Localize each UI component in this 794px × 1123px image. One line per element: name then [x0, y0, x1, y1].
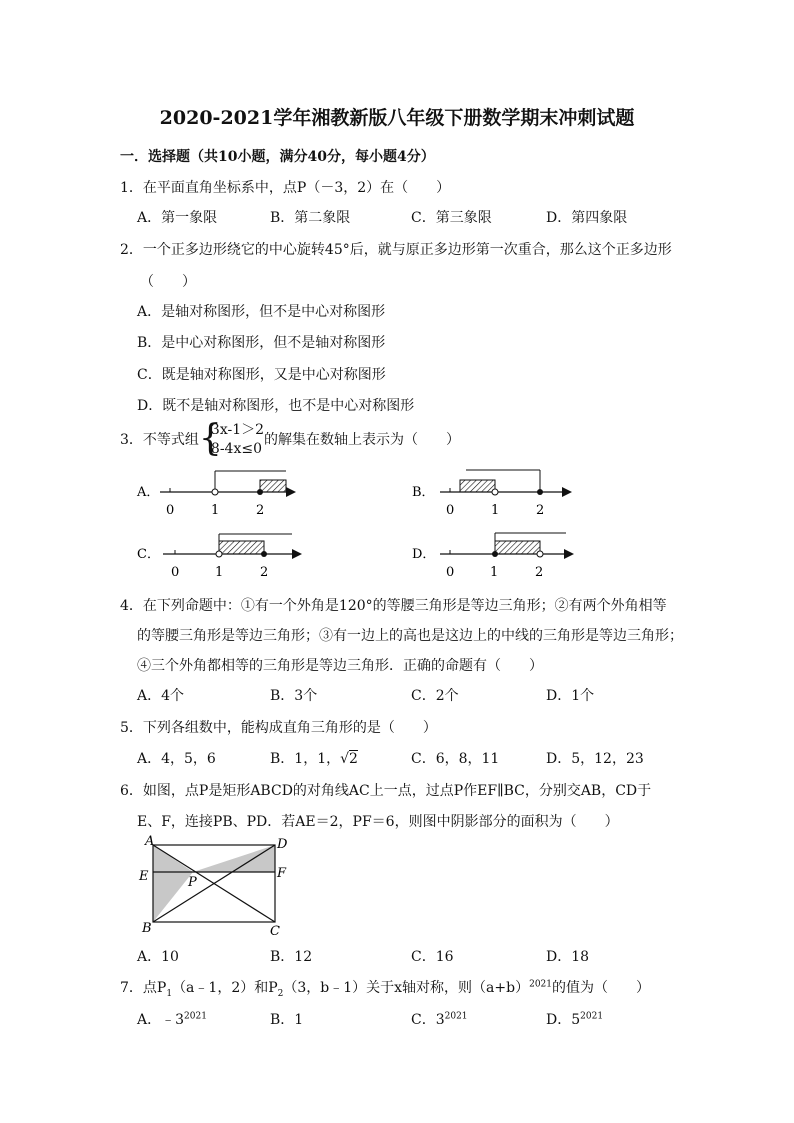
q2-stem-line1: 2．一个正多边形绕它的中心旋转45°后，就与原正多边形第一次重合，那么这个正多边形 [120, 242, 672, 258]
q5-option-c[interactable]: C．6，8，11 [411, 751, 500, 767]
q6-label-p: P [188, 875, 197, 890]
q3-option-b-graph[interactable] [412, 470, 572, 518]
q3-option-d-label: D． [412, 547, 436, 562]
q7-stem [120, 977, 650, 999]
q6-shaded-triangle-right [193, 845, 275, 872]
q3-option-a-label: A． [137, 485, 160, 500]
q4-option-a[interactable]: A．4个 [137, 688, 185, 704]
q6-line2: E、F，连接PB、PD．若AE＝2，PF＝6，则图中阴影部分的面积为（ ） [137, 814, 619, 830]
q4-option-c[interactable]: C．2个 [411, 688, 459, 704]
q5-option-a[interactable]: A．4，5，6 [137, 751, 216, 767]
q7-exponent: 2021 [529, 979, 553, 990]
q2-option-d[interactable]: D．既不是轴对称图形，也不是中心对称图形 [137, 398, 415, 414]
q1-option-c[interactable]: C．第三象限 [411, 210, 492, 226]
page-title: 2020-2021学年湘教新版八年级下册数学期末冲刺试题 [159, 107, 635, 129]
q3-b-tick-2: 2 [536, 503, 545, 518]
q7-option-d[interactable] [546, 1009, 603, 1029]
q7-option-d-base: D．5 [546, 1012, 581, 1028]
q3-a-tick-1: 1 [211, 503, 220, 518]
q3-d-tick-0: 0 [446, 565, 455, 580]
q5-option-b-radicand: 2 [349, 751, 358, 767]
q6-option-a[interactable]: A．10 [137, 949, 179, 965]
q7-stem-d: 的值为（ ） [552, 980, 651, 996]
q5-option-b-text: B．1，1， [270, 751, 341, 767]
q6-option-b[interactable]: B．12 [270, 949, 313, 965]
q6-option-c[interactable]: C．16 [411, 949, 454, 965]
q4-line2: 的等腰三角形是等边三角形；③有一边上的高也是这边上的中线的三角形是等边三角形； [137, 628, 683, 644]
q3-option-c-label: C． [137, 547, 160, 562]
q3-ineq-2: 8-4x≤0 [210, 441, 262, 457]
q2-stem-line2: （ ） [140, 274, 196, 290]
q7-stem-a: 7．点P [120, 980, 167, 996]
q7-option-a[interactable] [137, 1009, 207, 1029]
q3-ineq-1: 3x-1＞2 [210, 422, 265, 438]
q7-option-c[interactable] [411, 1009, 468, 1029]
q7-option-c-exp: 2021 [444, 1011, 468, 1022]
q7-sub-1: 1 [166, 988, 173, 999]
q3-prefix: 3．不等式组 [120, 432, 199, 448]
q4-line3: ④三个外角都相等的三角形是等边三角形．正确的命题有（ ） [137, 658, 543, 674]
q3-c-tick-0: 0 [171, 565, 180, 580]
q5-option-d[interactable]: D．5，12，23 [546, 751, 644, 767]
section-heading: 一．选择题（共10小题，满分40分，每小题4分） [120, 149, 435, 165]
q2-option-c[interactable]: C．既是轴对称图形，又是中心对称图形 [137, 367, 386, 383]
q1-stem: 1．在平面直角坐标系中，点P（－3，2）在（ ） [120, 180, 451, 196]
q6-label-b: B [142, 921, 152, 936]
q6-line1: 6．如图，点P是矩形ABCD的对角线AC上一点，过点P作EF∥BC，分别交AB，CD于 [120, 783, 652, 799]
q4-option-d[interactable]: D．1个 [546, 688, 595, 704]
q6-option-d[interactable]: D．18 [546, 949, 590, 965]
q3-c-tick-1: 1 [215, 565, 224, 580]
q3-b-tick-0: 0 [446, 503, 455, 518]
q7-stem-b: （a﹣1，2）和P [172, 980, 278, 996]
q7-option-b[interactable]: B．1 [270, 1012, 304, 1028]
q5-option-b[interactable] [270, 748, 358, 768]
q6-label-c: C [270, 924, 280, 939]
q3-d-tick-1: 1 [490, 565, 499, 580]
q3-d-tick-2: 2 [535, 565, 544, 580]
q6-figure [138, 834, 288, 939]
q3-a-tick-2: 2 [256, 503, 265, 518]
q3-c-tick-2: 2 [260, 565, 269, 580]
q6-shaded-triangle-bottom [153, 872, 193, 922]
q3-option-a-graph[interactable] [136, 471, 296, 518]
q1-option-b[interactable]: B．第二象限 [270, 210, 351, 226]
q4-option-b[interactable]: B．3个 [270, 688, 318, 704]
q1-option-a[interactable]: A．第一象限 [137, 210, 218, 226]
q3-suffix: 的解集在数轴上表示为（ ） [264, 432, 461, 448]
q5-stem: 5．下列各组数中，能构成直角三角形的是（ ） [120, 720, 437, 736]
q6-label-f: F [277, 866, 287, 881]
q3-b-tick-1: 1 [491, 503, 500, 518]
q7-sub-2: 2 [277, 988, 284, 999]
q6-label-a: A [145, 834, 155, 849]
q1-option-d[interactable]: D．第四象限 [546, 210, 628, 226]
q2-option-b[interactable]: B．是中心对称图形，但不是轴对称图形 [137, 335, 386, 351]
q7-option-d-exp: 2021 [580, 1011, 604, 1022]
q2-option-a[interactable]: A．是轴对称图形，但不是中心对称图形 [137, 304, 386, 320]
q6-label-e: E [139, 869, 149, 884]
q3-option-d-graph[interactable] [412, 533, 574, 580]
q7-option-a-exp: 2021 [184, 1011, 207, 1022]
q3-a-tick-0: 0 [166, 503, 175, 518]
q3-option-b-label: B． [412, 485, 435, 500]
q7-stem-c: （3，b﹣1）关于x轴对称，则（a+b） [283, 980, 530, 996]
q6-label-d: D [277, 837, 288, 852]
q7-option-c-base: C．3 [411, 1012, 445, 1028]
q7-option-a-base: A．﹣3 [137, 1012, 185, 1028]
sqrt-icon: √ [340, 751, 350, 767]
brace-icon: { [198, 418, 222, 459]
q3-option-c-graph[interactable] [137, 534, 302, 580]
q4-line1: 4．在下列命题中：①有一个外角是120°的等腰三角形是等边三角形；②有两个外角相等 [120, 598, 667, 614]
